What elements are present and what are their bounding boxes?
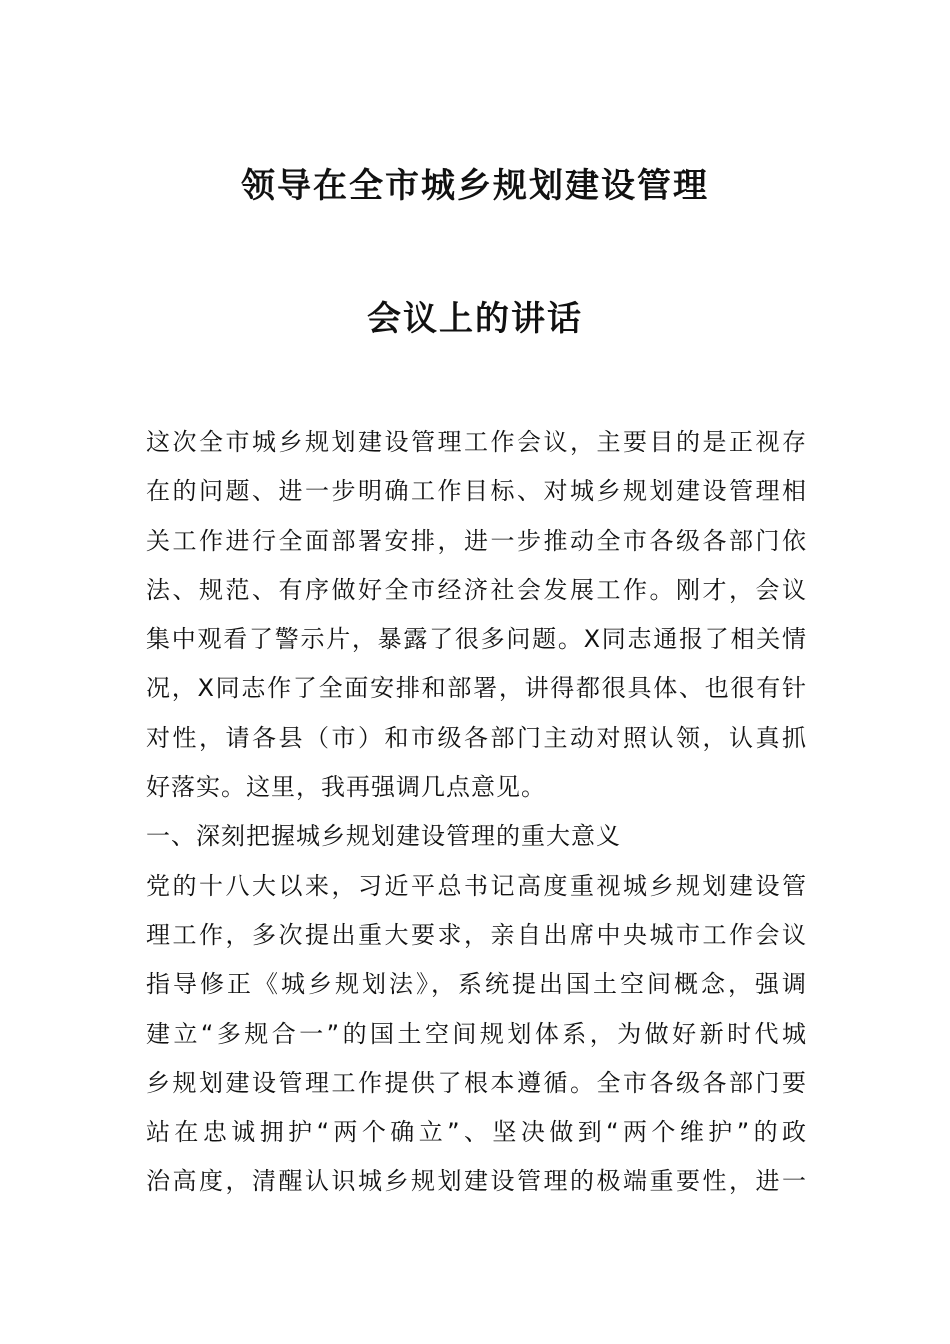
- body-line: 况，X同志作了全面安排和部署，讲得都很具体、也很有针: [146, 674, 806, 703]
- body-line: 乡规划建设管理工作提供了根本遵循。全市各级各部门要: [146, 1068, 806, 1097]
- body-line: 指导修正《城乡规划法》，系统提出国土空间概念，强调: [146, 970, 806, 999]
- body-line: 集中观看了警示片，暴露了很多问题。X同志通报了相关情: [146, 625, 806, 654]
- body-line: 站在忠诚拥护“两个确立”、坚决做到“两个维护”的政: [146, 1118, 806, 1147]
- body-line: 党的十八大以来，习近平总书记高度重视城乡规划建设管: [146, 871, 806, 900]
- document-title-line-2: 会议上的讲话: [367, 299, 583, 339]
- body-line: 关工作进行全面部署安排，进一步推动全市各级各部门依: [146, 526, 806, 555]
- body-line: 法、规范、有序做好全市经济社会发展工作。刚才，会议: [146, 575, 806, 604]
- body-line: 在的问题、进一步明确工作目标、对城乡规划建设管理相: [146, 477, 806, 506]
- document-title-line-1: 领导在全市城乡规划建设管理: [241, 166, 709, 206]
- document-body: [146, 425, 806, 1214]
- section-heading: 一、深刻把握城乡规划建设管理的重大意义: [146, 822, 621, 851]
- body-line: 好落实。这里，我再强调几点意见。: [146, 773, 546, 802]
- body-line: 对性，请各县（市）和市级各部门主动对照认领，认真抓: [146, 723, 806, 752]
- body-line: 这次全市城乡规划建设管理工作会议，主要目的是正视存: [146, 428, 806, 456]
- body-line: 建立“多规合一”的国土空间规划体系，为做好新时代城: [146, 1019, 806, 1048]
- body-line: 治高度，清醒认识城乡规划建设管理的极端重要性，进一: [146, 1167, 806, 1196]
- body-line: 理工作，多次提出重大要求，亲自出席中央城市工作会议: [146, 920, 806, 949]
